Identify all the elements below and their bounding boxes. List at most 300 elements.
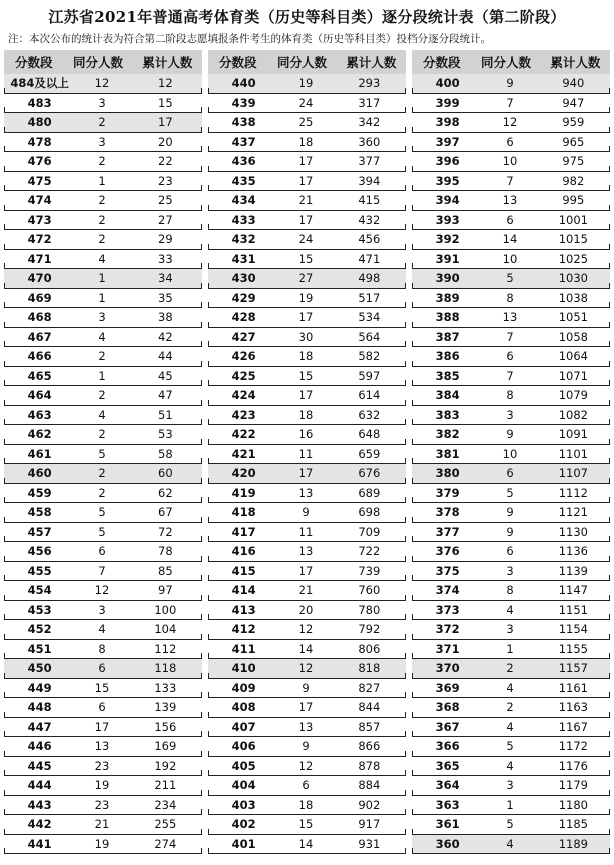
count-cell: 4 — [506, 680, 514, 695]
table-row — [412, 308, 610, 328]
table-row — [4, 503, 202, 523]
score-cell: 449 — [27, 680, 52, 695]
count-cell: 6 — [506, 544, 514, 559]
score-cell: 361 — [435, 817, 460, 832]
table-row — [4, 152, 202, 172]
cumulative-cell: 1136 — [558, 544, 588, 559]
score-cell: 423 — [231, 407, 256, 422]
count-cell: 9 — [302, 739, 310, 754]
score-cell: 483 — [27, 95, 52, 110]
score-cell: 443 — [27, 797, 52, 812]
table-row — [412, 698, 610, 718]
count-cell: 13 — [298, 485, 314, 500]
table-row — [412, 757, 610, 777]
table-row — [208, 386, 406, 406]
cumulative-cell: 1030 — [558, 271, 588, 286]
cumulative-cell: 23 — [158, 173, 173, 188]
score-cell: 396 — [435, 154, 460, 169]
count-cell: 7 — [506, 368, 514, 383]
table-row — [208, 484, 406, 504]
table-row — [4, 289, 202, 309]
count-cell: 2 — [98, 232, 106, 247]
count-cell: 11 — [298, 524, 314, 539]
cumulative-cell: 722 — [358, 544, 381, 559]
score-cell: 388 — [435, 310, 460, 325]
count-cell: 12 — [502, 115, 518, 130]
count-cell: 8 — [506, 290, 514, 305]
score-cell: 399 — [435, 95, 460, 110]
count-cell: 9 — [302, 505, 310, 520]
score-cell: 439 — [231, 95, 256, 110]
count-cell: 8 — [506, 388, 514, 403]
score-cell: 382 — [435, 427, 460, 442]
table-row — [4, 718, 202, 738]
count-cell: 13 — [298, 719, 314, 734]
table-row — [4, 698, 202, 718]
cumulative-cell: 582 — [358, 349, 381, 364]
cumulative-cell: 844 — [358, 700, 381, 715]
table-row — [412, 94, 610, 114]
count-cell: 17 — [298, 154, 314, 169]
table-row — [4, 796, 202, 816]
table-row — [4, 659, 202, 679]
count-cell: 10 — [502, 251, 518, 266]
score-cell: 428 — [231, 310, 256, 325]
cumulative-cell: 342 — [358, 115, 381, 130]
count-cell: 15 — [298, 251, 314, 266]
score-cell: 391 — [435, 251, 460, 266]
count-cell: 3 — [506, 622, 514, 637]
cumulative-cell: 20 — [158, 134, 173, 149]
score-cell: 434 — [231, 193, 256, 208]
cumulative-cell: 415 — [358, 193, 381, 208]
table-row — [4, 445, 202, 465]
table-row — [208, 796, 406, 816]
score-cell: 458 — [27, 505, 52, 520]
count-cell: 21 — [298, 583, 314, 598]
table-row — [4, 679, 202, 699]
score-cell: 478 — [27, 134, 52, 149]
count-cell: 17 — [298, 212, 314, 227]
cumulative-cell: 27 — [158, 212, 173, 227]
cumulative-cell: 902 — [358, 797, 381, 812]
cumulative-cell: 1015 — [558, 232, 588, 247]
table-row — [412, 211, 610, 231]
table-row — [4, 601, 202, 621]
table-row — [4, 464, 202, 484]
table-row — [208, 94, 406, 114]
score-cell: 409 — [231, 680, 256, 695]
cumulative-cell: 564 — [358, 329, 381, 344]
count-cell: 17 — [94, 719, 110, 734]
count-cell: 9 — [506, 427, 514, 442]
cumulative-cell: 234 — [154, 797, 177, 812]
count-cell: 12 — [298, 661, 314, 676]
score-cell: 451 — [27, 641, 52, 656]
count-cell: 13 — [94, 739, 110, 754]
score-cell: 432 — [231, 232, 256, 247]
count-cell: 2 — [98, 485, 106, 500]
cumulative-cell: 698 — [358, 505, 381, 520]
count-cell: 2 — [98, 154, 106, 169]
score-cell: 447 — [27, 719, 52, 734]
score-cell: 377 — [435, 524, 460, 539]
table-row — [4, 484, 202, 504]
score-cell: 363 — [435, 797, 460, 812]
table-row — [4, 640, 202, 660]
count-cell: 11 — [298, 446, 314, 461]
cumulative-cell: 255 — [154, 817, 177, 832]
table-row — [208, 133, 406, 153]
table-row — [208, 835, 406, 855]
score-cell: 405 — [231, 758, 256, 773]
cumulative-cell: 1130 — [558, 524, 588, 539]
count-cell: 17 — [298, 310, 314, 325]
count-cell: 13 — [298, 544, 314, 559]
count-cell: 13 — [502, 310, 518, 325]
cumulative-cell: 156 — [154, 719, 177, 734]
score-cell: 468 — [27, 310, 52, 325]
count-cell: 30 — [298, 329, 314, 344]
table-row — [208, 230, 406, 250]
cumulative-cell: 1071 — [558, 368, 588, 383]
table-row — [412, 464, 610, 484]
score-cell: 397 — [435, 134, 460, 149]
table-header — [4, 50, 202, 74]
count-cell: 9 — [302, 680, 310, 695]
table-row — [208, 347, 406, 367]
cumulative-cell: 739 — [358, 563, 381, 578]
count-cell: 6 — [98, 544, 106, 559]
table-row — [208, 250, 406, 270]
table-row — [208, 172, 406, 192]
count-cell: 1 — [98, 368, 106, 383]
cumulative-cell: 1079 — [558, 388, 588, 403]
count-cell: 14 — [502, 232, 518, 247]
table-row — [4, 386, 202, 406]
cumulative-cell: 293 — [358, 76, 381, 91]
count-cell: 4 — [98, 407, 106, 422]
cumulative-cell: 1101 — [558, 446, 588, 461]
score-cell: 406 — [231, 739, 256, 754]
count-cell: 6 — [302, 778, 310, 793]
cumulative-cell: 34 — [158, 271, 173, 286]
score-cell: 371 — [435, 641, 460, 656]
score-cell: 453 — [27, 602, 52, 617]
count-cell: 4 — [98, 251, 106, 266]
cumulative-cell: 632 — [358, 407, 381, 422]
page-title: 江苏省2021年普通高考体育类（历史等科目类）逐分段统计表（第二阶段） — [48, 8, 566, 26]
cumulative-cell: 1167 — [558, 719, 588, 734]
score-cell: 415 — [231, 563, 256, 578]
table-row — [208, 464, 406, 484]
score-cell: 404 — [231, 778, 256, 793]
count-cell: 6 — [98, 700, 106, 715]
cumulative-cell: 1051 — [558, 310, 588, 325]
score-cell: 454 — [27, 583, 52, 598]
count-cell: 17 — [298, 388, 314, 403]
table-row — [412, 74, 610, 94]
score-cell: 455 — [27, 563, 52, 578]
score-cell: 431 — [231, 251, 256, 266]
table-row — [208, 367, 406, 387]
score-cell: 419 — [231, 485, 256, 500]
score-cell: 365 — [435, 758, 460, 773]
cumulative-cell: 1155 — [558, 641, 588, 656]
count-cell: 3 — [98, 602, 106, 617]
score-table-column-3 — [412, 50, 610, 854]
table-row — [412, 581, 610, 601]
score-cell: 380 — [435, 466, 460, 481]
count-cell: 6 — [506, 134, 514, 149]
cumulative-cell: 25 — [158, 193, 173, 208]
count-cell: 2 — [98, 388, 106, 403]
table-row — [208, 74, 406, 94]
cumulative-cell: 534 — [358, 310, 381, 325]
count-cell: 3 — [506, 407, 514, 422]
score-cell: 476 — [27, 154, 52, 169]
table-row — [208, 191, 406, 211]
count-cell: 6 — [506, 212, 514, 227]
count-cell: 21 — [298, 193, 314, 208]
cumulative-cell: 17 — [158, 115, 173, 130]
count-cell: 17 — [298, 563, 314, 578]
cumulative-cell: 931 — [358, 836, 381, 851]
score-cell: 385 — [435, 368, 460, 383]
table-row — [4, 542, 202, 562]
count-cell: 24 — [298, 95, 314, 110]
count-cell: 16 — [298, 427, 314, 442]
count-cell: 24 — [298, 232, 314, 247]
score-cell: 471 — [27, 251, 52, 266]
count-cell: 5 — [98, 505, 106, 520]
score-cell: 400 — [435, 76, 460, 91]
header-score: 分数段 — [218, 55, 257, 70]
count-cell: 19 — [298, 76, 314, 91]
score-cell: 442 — [27, 817, 52, 832]
table-row — [412, 659, 610, 679]
count-cell: 4 — [98, 622, 106, 637]
score-cell: 416 — [231, 544, 256, 559]
count-cell: 15 — [298, 817, 314, 832]
cumulative-cell: 982 — [562, 173, 585, 188]
table-row — [412, 523, 610, 543]
table-row — [4, 328, 202, 348]
cumulative-cell: 1185 — [558, 817, 588, 832]
cumulative-cell: 29 — [158, 232, 173, 247]
score-cell: 368 — [435, 700, 460, 715]
cumulative-cell: 498 — [358, 271, 381, 286]
cumulative-cell: 1151 — [558, 602, 588, 617]
cumulative-cell: 1163 — [558, 700, 588, 715]
score-cell: 418 — [231, 505, 256, 520]
count-cell: 6 — [506, 466, 514, 481]
table-row — [208, 757, 406, 777]
table-row — [4, 406, 202, 426]
cumulative-cell: 709 — [358, 524, 381, 539]
count-cell: 3 — [98, 134, 106, 149]
cumulative-cell: 42 — [158, 329, 173, 344]
table-row — [412, 269, 610, 289]
cumulative-cell: 517 — [358, 290, 381, 305]
count-cell: 17 — [298, 700, 314, 715]
table-row — [208, 328, 406, 348]
table-row — [412, 835, 610, 855]
count-cell: 21 — [94, 817, 110, 832]
table-row — [412, 640, 610, 660]
cumulative-cell: 648 — [358, 427, 381, 442]
table-row — [4, 211, 202, 231]
score-cell: 441 — [27, 836, 52, 851]
count-cell: 18 — [298, 407, 314, 422]
count-cell: 18 — [298, 349, 314, 364]
header-count: 同分人数 — [277, 55, 328, 70]
table-row — [4, 620, 202, 640]
score-cell: 407 — [231, 719, 256, 734]
cumulative-cell: 917 — [358, 817, 381, 832]
table-row — [4, 347, 202, 367]
table-row — [208, 698, 406, 718]
table-row — [4, 776, 202, 796]
cumulative-cell: 100 — [154, 602, 177, 617]
table-row — [208, 640, 406, 660]
cumulative-cell: 940 — [562, 76, 585, 91]
cumulative-cell: 377 — [358, 154, 381, 169]
score-cell: 444 — [27, 778, 52, 793]
score-cell: 374 — [435, 583, 460, 598]
table-row — [412, 113, 610, 133]
score-cell: 480 — [27, 115, 52, 130]
score-cell: 470 — [27, 271, 52, 286]
table-row — [4, 113, 202, 133]
table-row — [4, 562, 202, 582]
cumulative-cell: 1082 — [558, 407, 588, 422]
table-row — [412, 250, 610, 270]
cumulative-cell: 760 — [358, 583, 381, 598]
table-row — [4, 172, 202, 192]
cumulative-cell: 60 — [158, 466, 173, 481]
score-cell: 469 — [27, 290, 52, 305]
table-row — [208, 152, 406, 172]
score-cell: 429 — [231, 290, 256, 305]
header-count: 同分人数 — [73, 55, 124, 70]
table-row — [412, 445, 610, 465]
table-row — [208, 503, 406, 523]
cumulative-cell: 1064 — [558, 349, 588, 364]
cumulative-cell: 15 — [158, 95, 173, 110]
score-cell: 393 — [435, 212, 460, 227]
count-cell: 2 — [98, 427, 106, 442]
table-row — [412, 601, 610, 621]
count-cell: 5 — [506, 271, 514, 286]
table-row — [208, 737, 406, 757]
score-cell: 459 — [27, 485, 52, 500]
score-cell: 472 — [27, 232, 52, 247]
score-cell: 414 — [231, 583, 256, 598]
score-cell: 387 — [435, 329, 460, 344]
cumulative-cell: 975 — [562, 154, 585, 169]
cumulative-cell: 274 — [154, 836, 177, 851]
table-row — [412, 133, 610, 153]
table-row — [208, 113, 406, 133]
cumulative-cell: 38 — [158, 310, 173, 325]
cumulative-cell: 1189 — [558, 836, 588, 851]
table-row — [412, 620, 610, 640]
table-row — [412, 406, 610, 426]
count-cell: 5 — [506, 739, 514, 754]
cumulative-cell: 1139 — [558, 563, 588, 578]
cumulative-cell: 866 — [358, 739, 381, 754]
cumulative-cell: 192 — [154, 758, 177, 773]
count-cell: 15 — [298, 368, 314, 383]
score-cell: 462 — [27, 427, 52, 442]
table-note: 注：本次公布的统计表为符合第二阶段志愿填报条件考生的体育类（历史等科目类）投档分逐分段统计。 — [8, 33, 491, 45]
score-cell: 460 — [27, 466, 52, 481]
cumulative-cell: 78 — [158, 544, 173, 559]
table-row — [412, 679, 610, 699]
table-row — [208, 269, 406, 289]
cumulative-cell: 676 — [358, 466, 381, 481]
cumulative-cell: 818 — [358, 661, 381, 676]
score-cell: 464 — [27, 388, 52, 403]
table-row — [412, 367, 610, 387]
cumulative-cell: 780 — [358, 602, 381, 617]
count-cell: 4 — [506, 836, 514, 851]
table-header — [412, 50, 610, 74]
table-row — [208, 211, 406, 231]
cumulative-cell: 1154 — [558, 622, 588, 637]
count-cell: 17 — [298, 173, 314, 188]
score-cell: 446 — [27, 739, 52, 754]
count-cell: 1 — [98, 290, 106, 305]
cumulative-cell: 22 — [158, 154, 173, 169]
count-cell: 19 — [94, 778, 110, 793]
score-cell: 436 — [231, 154, 256, 169]
score-cell: 435 — [231, 173, 256, 188]
count-cell: 8 — [506, 583, 514, 598]
count-cell: 18 — [298, 134, 314, 149]
count-cell: 12 — [94, 76, 110, 91]
count-cell: 1 — [98, 271, 106, 286]
score-cell: 408 — [231, 700, 256, 715]
count-cell: 27 — [298, 271, 314, 286]
count-cell: 12 — [298, 758, 314, 773]
cumulative-cell: 360 — [358, 134, 381, 149]
table-row — [208, 308, 406, 328]
cumulative-cell: 53 — [158, 427, 173, 442]
cumulative-cell: 133 — [154, 680, 177, 695]
count-cell: 6 — [98, 661, 106, 676]
score-cell: 378 — [435, 505, 460, 520]
cumulative-cell: 45 — [158, 368, 173, 383]
score-cell: 402 — [231, 817, 256, 832]
header-cumulative: 累计人数 — [550, 55, 601, 70]
score-cell: 438 — [231, 115, 256, 130]
cumulative-cell: 878 — [358, 758, 381, 773]
count-cell: 12 — [94, 583, 110, 598]
score-cell: 383 — [435, 407, 460, 422]
cumulative-cell: 857 — [358, 719, 381, 734]
cumulative-cell: 1058 — [558, 329, 588, 344]
cumulative-cell: 62 — [158, 485, 173, 500]
cumulative-cell: 456 — [358, 232, 381, 247]
score-cell: 475 — [27, 173, 52, 188]
cumulative-cell: 995 — [562, 193, 585, 208]
table-row — [412, 347, 610, 367]
cumulative-cell: 806 — [358, 641, 381, 656]
count-cell: 1 — [506, 641, 514, 656]
count-cell: 7 — [506, 95, 514, 110]
